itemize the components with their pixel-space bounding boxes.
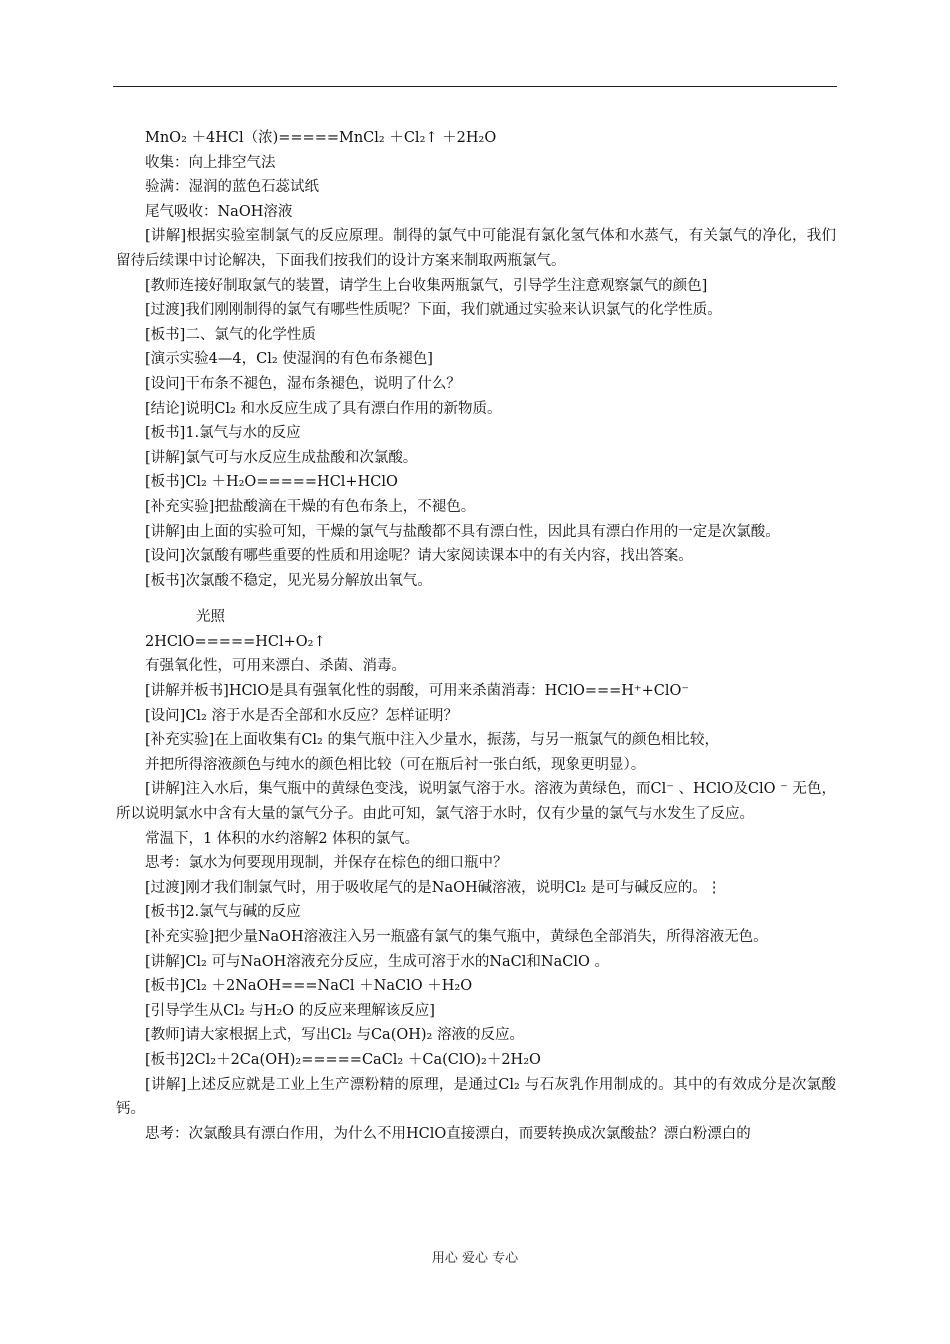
text-line: [讲解]Cl₂ 可与NaOH溶液充分反应，生成可溶于水的NaCl和NaClO 。 [145,953,609,970]
text-line: [板书]次氯酸不稳定，见光易分解放出氧气。 [145,572,432,589]
text-line: [补充实验]在上面收集有Cl₂ 的集气瓶中注入少量水，振荡，与另一瓶氯气的颜色相比较， [145,732,719,749]
text-line: [板书]二、氯气的化学性质 [145,326,316,343]
text-line: [结论]说明Cl₂ 和水反应生成了具有漂白作用的新物质。 [145,400,502,417]
paragraph: [讲解]注入水后，集气瓶中的黄绿色变浅，说明氯气溶于水。溶液为黄绿色，而Cl⁻ 、HClO及ClO ⁻ 无色，所以说明氯水中含有大量的氯气分子。由此可知，氯气溶于水时，仅有少量的氯气与水发生了反应。 [116,781,836,823]
text-line: [板书]1.氯气与水的反应 [145,425,301,442]
equation-chlorine-naoh: [板书]Cl₂ ＋2NaOH===NaCl ＋NaClO ＋H₂O [145,978,473,995]
text-line: 并把所得溶液颜色与纯水的颜色相比较（可在瓶后衬一张白纸，现象更明显）。 [145,756,646,773]
text-line: [板书]2.氯气与碱的反应 [145,904,301,921]
text-line: [引导学生从Cl₂ 与H₂O 的反应来理解该反应] [145,1002,435,1019]
document-body [116,126,836,1146]
text-line: [讲解]氯气可与水反应生成盐酸和次氯酸。 [145,449,418,466]
text-line: [设问]干布条不褪色，湿布条褪色，说明了什么？ [145,375,461,392]
reaction-condition: 光照 [196,609,225,626]
text-line: [设问]次氯酸有哪些重要的性质和用途呢？请大家阅读课本中的有关内容，找出答案。 [145,548,693,565]
text-line: 有强氧化性，可用来漂白、杀菌、消毒。 [145,658,406,675]
text-line: 验满：湿润的蓝色石蕊试纸 [145,179,319,196]
equation-hclo-decomposition: 2HClO=====HCl+O₂↑ [145,633,326,650]
text-line: 常温下，1 体积的水约溶解2 体积的氯气。 [145,830,420,847]
text-line: [教师]请大家根据上式，写出Cl₂ 与Ca(OH)₂ 溶液的反应。 [145,1027,524,1044]
text-line: 思考：氯水为何要现用现制，并保存在棕色的细口瓶中？ [145,855,508,872]
paragraph: [讲解]由上面的实验可知，干燥的氯气与盐酸都不具有漂白性，因此具有漂白作用的一定是次氯酸。 [145,523,780,540]
equation-chlorine-water: [板书]Cl₂ ＋H₂O=====HCl+HClO [145,474,398,491]
text-line: 收集：向上排空气法 [145,154,276,171]
text-line: [补充实验]把盐酸滴在干燥的有色布条上，不褪色。 [145,498,476,515]
text-line: 尾气吸收：NaOH溶液 [145,203,293,220]
paragraph: [补充实验]把少量NaOH溶液注入另一瓶盛有氯气的集气瓶中，黄绿色全部消失，所得溶液无色。 [145,929,768,945]
text-line: [讲解并板书]HClO是具有强氧化性的弱酸，可用来杀菌消毒：HClO===H⁺+ClO⁻ [145,683,690,700]
header-rule [113,86,837,87]
paragraph: [讲解]上述反应就是工业上生产漂粉精的原理，是通过Cl₂ 与石灰乳作用制成的。其中的有效成分是次氯酸钙。 [116,1076,836,1118]
equation-mno2: MnO₂ ＋4HCl（浓)=====MnCl₂ ＋Cl₂↑ ＋2H₂O [145,130,497,146]
paragraph: [讲解]根据实验室制氯气的反应原理。制得的氯气中可能混有氯化氢气体和水蒸气，有关氯气的净化，我们留待后续课中讨论解决，下面我们按我们的设计方案来制取两瓶氯气。 [116,228,836,269]
text-line: [教师连接好制取氯气的装置，请学生上台收集两瓶氯气，引导学生注意观察氯气的颜色] [145,277,708,294]
text-line: [设问]Cl₂ 溶于水是否全部和水反应？怎样证明？ [145,707,458,724]
text-line: [过渡]刚才我们制氯气时，用于吸收尾气的是NaOH碱溶液，说明Cl₂ 是可与碱反应的。⋮ [145,879,722,896]
equation-chlorine-caoh2: [板书]2Cl₂＋2Ca(OH)₂=====CaCl₂ ＋Ca(ClO)₂＋2H₂O [145,1051,541,1068]
text-line: 思考：次氯酸具有漂白作用，为什么不用HClO直接漂白，而要转换成次氯酸盐？漂白粉漂白的 [145,1125,751,1142]
text-line: [过渡]我们刚刚制得的氯气有哪些性质呢？下面，我们就通过实验来认识氯气的化学性质。 [145,302,722,319]
page-footer: 用心 爱心 专心 [431,1251,519,1266]
text-line: [演示实验4—4，Cl₂ 使湿润的有色布条褪色] [145,351,433,368]
